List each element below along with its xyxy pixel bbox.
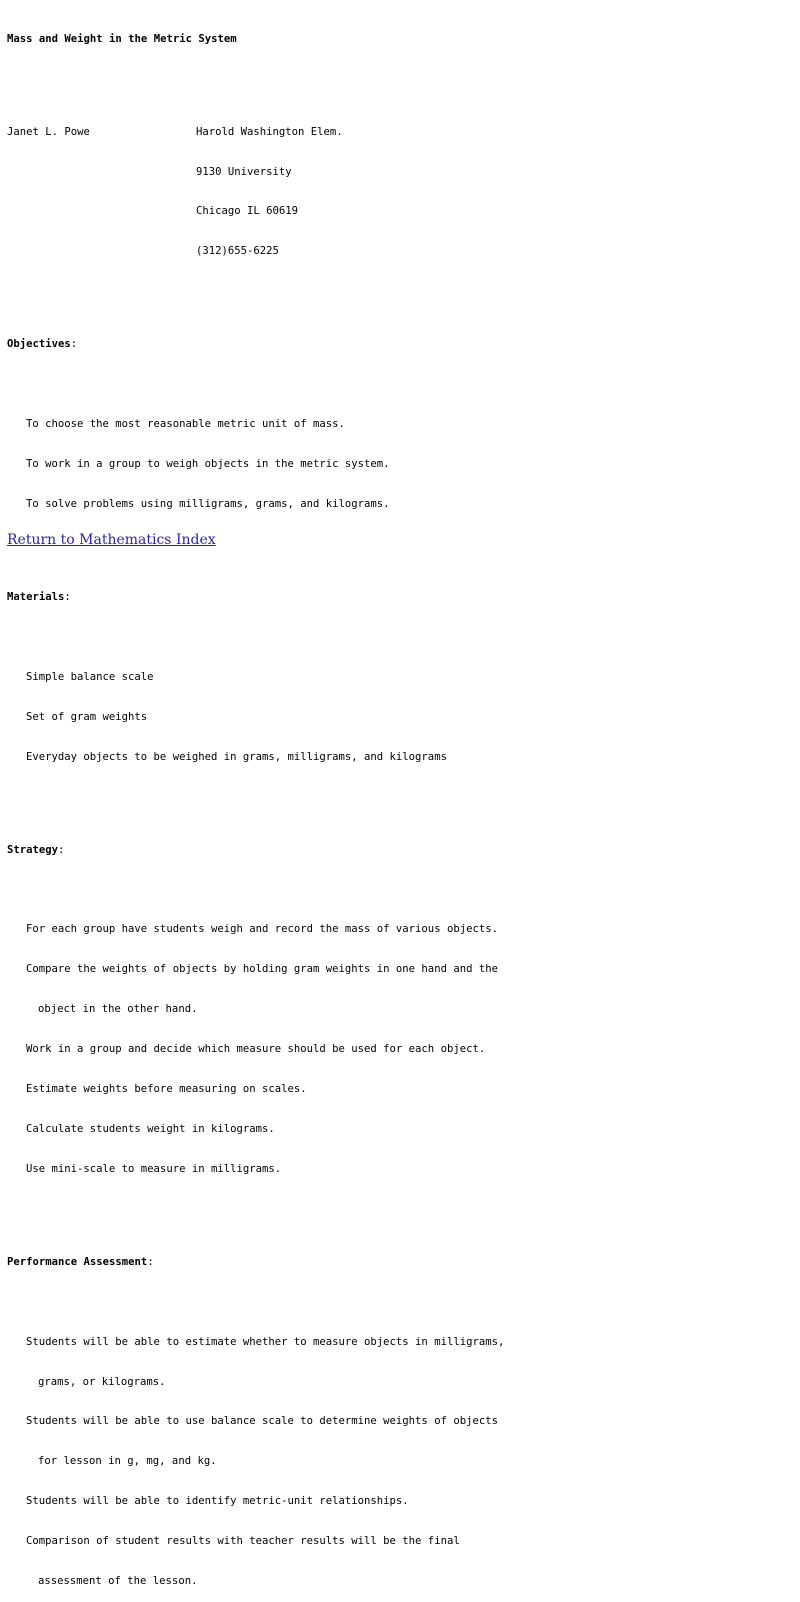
material-item: Set of gram weights	[26, 710, 148, 723]
strategy-heading: Strategy:	[7, 843, 65, 856]
strategy-line: For each group have students weigh and record the mass of various objects.	[26, 923, 498, 936]
author-name: Janet L. Powe	[7, 125, 90, 138]
objectives-heading: Objectives:	[7, 338, 78, 351]
strategy-line: Calculate students weight in kilograms.	[26, 1122, 275, 1135]
strategy-line: Estimate weights before measuring on scales.	[26, 1083, 307, 1096]
materials-heading: Materials:	[7, 591, 71, 604]
assessment-line: grams, or kilograms.	[38, 1375, 166, 1388]
assessment-heading: Performance Assessment:	[7, 1255, 154, 1268]
author-block	[7, 126, 504, 139]
strategy-line: Compare the weights of objects by holding gram weights in one hand and the	[26, 963, 498, 976]
material-item: Everyday objects to be weighed in grams, milligrams, and kilograms	[26, 750, 447, 763]
objective-item: To solve problems using milligrams, grams, and kilograms.	[26, 497, 390, 510]
page-title: Mass and Weight in the Metric System	[7, 32, 237, 45]
author-school: Harold Washington Elem.	[196, 125, 343, 138]
return-to-mathematics-index-link[interactable]: Return to Mathematics Index	[7, 532, 216, 548]
assessment-line: for lesson in g, mg, and kg.	[38, 1455, 217, 1468]
assessment-line: Students will be able to use balance scale to determine weights of objects	[26, 1415, 498, 1428]
strategy-line: Work in a group and decide which measure should be used for each object.	[26, 1043, 486, 1056]
assessment-line: Students will be able to estimate whether to measure objects in milligrams,	[26, 1335, 505, 1348]
strategy-line: object in the other hand.	[38, 1003, 198, 1016]
objective-item: To work in a group to weigh objects in the metric system.	[26, 458, 390, 471]
assessment-line: Students will be able to identify metric-unit relationships.	[26, 1495, 409, 1508]
lesson-document	[7, 6, 504, 1602]
objective-item: To choose the most reasonable metric unit of mass.	[26, 418, 345, 431]
material-item: Simple balance scale	[26, 670, 154, 683]
author-phone: (312)655-6225	[196, 245, 279, 258]
author-street: 9130 University	[196, 165, 292, 178]
assessment-line: Comparison of student results with teacher results will be the final	[26, 1535, 460, 1548]
author-city: Chicago IL 60619	[196, 205, 299, 218]
strategy-line: Use mini-scale to measure in milligrams.	[26, 1162, 282, 1175]
assessment-line: assessment of the lesson.	[38, 1575, 198, 1588]
